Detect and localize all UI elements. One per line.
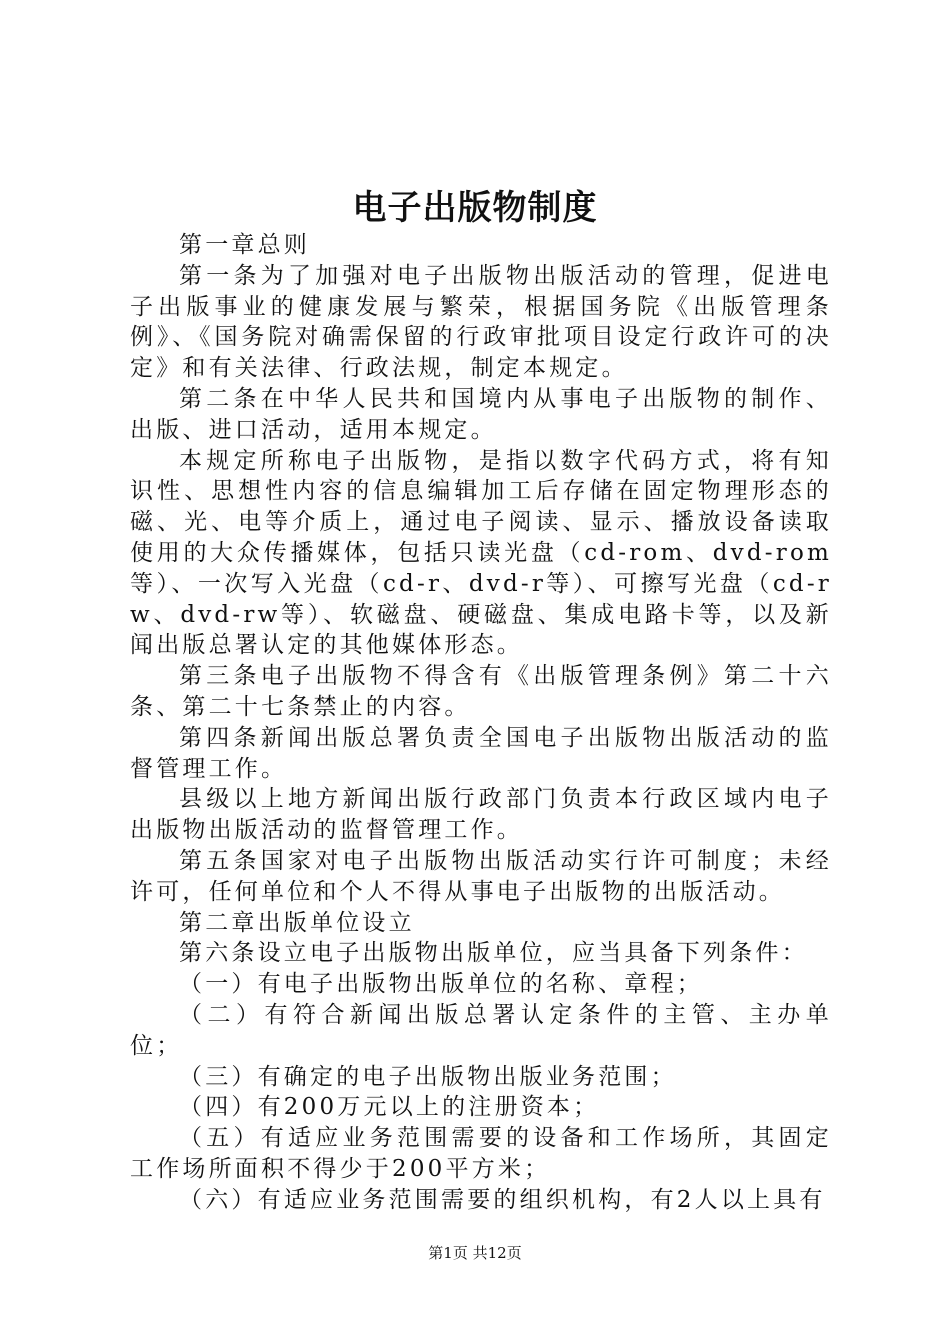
article-paragraph: 第五条国家对电子出版物出版活动实行许可制度；未经许可，任何单位和个人不得从事电子出版物的出版活动。 [130,847,832,905]
list-item: （二）有符合新闻出版总署认定条件的主管、主办单位； [130,1001,832,1059]
document-title: 电子出版物制度 [352,188,598,228]
list-item: （一）有电子出版物出版单位的名称、章程； [179,971,703,998]
chapter-heading: 第一章总则 [179,232,310,258]
article-paragraph: 第四条新闻出版总署负责全国电子出版物出版活动的监督管理工作。 [130,724,832,782]
list-item: （五）有适应业务范围需要的设备和工作场所，其固定工作场所面积不得少于200平方米； [130,1125,832,1182]
list-item: （四）有200万元以上的注册资本； [179,1094,600,1121]
article-paragraph: 县级以上地方新闻出版行政部门负责本行政区域内电子出版物出版活动的监督管理工作。 [130,786,832,844]
article-paragraph: 第六条设立电子出版物出版单位，应当具备下列条件： [179,940,808,967]
page-number-footer: 第1页 共12页 [428,1244,522,1262]
chapter-heading: 第二章出版单位设立 [179,909,415,936]
document-body [130,230,832,1216]
article-paragraph: 第一条为了加强对电子出版物出版活动的管理，促进电子出版事业的健康发展与繁荣，根据国务院《出版管理条例》、《国务院对确需保留的行政审批项目设定行政许可的决定》和有关法律、行政法规，制定本规定。 [130,262,832,382]
article-paragraph: 第三条电子出版物不得含有《出版管理条例》第二十六条、第二十七条禁止的内容。 [130,663,832,720]
article-paragraph: 本规定所称电子出版物，是指以数字代码方式，将有知识性、思想性内容的信息编辑加工后存储在固定物理形态的磁、光、电等介质上，通过电子阅读、显示、播放设备读取使用的大众传播媒体，包括只读光盘（cd-rom、dvd-rom等）、一次写入光盘（cd-r、dvd-r等）、可擦写光盘（cd-rw、dvd-rw等）、软磁盘、硬磁盘、集成电路卡等，以及新闻出版总署认定的其他媒体形态。 [130,447,832,659]
article-paragraph: 第二条在中华人民共和国境内从事电子出版物的制作、出版、进口活动，适用本规定。 [130,385,832,443]
list-item: （三）有确定的电子出版物出版业务范围； [179,1063,677,1090]
list-item: （六）有适应业务范围需要的组织机构，有2人以上具有 [179,1186,826,1213]
